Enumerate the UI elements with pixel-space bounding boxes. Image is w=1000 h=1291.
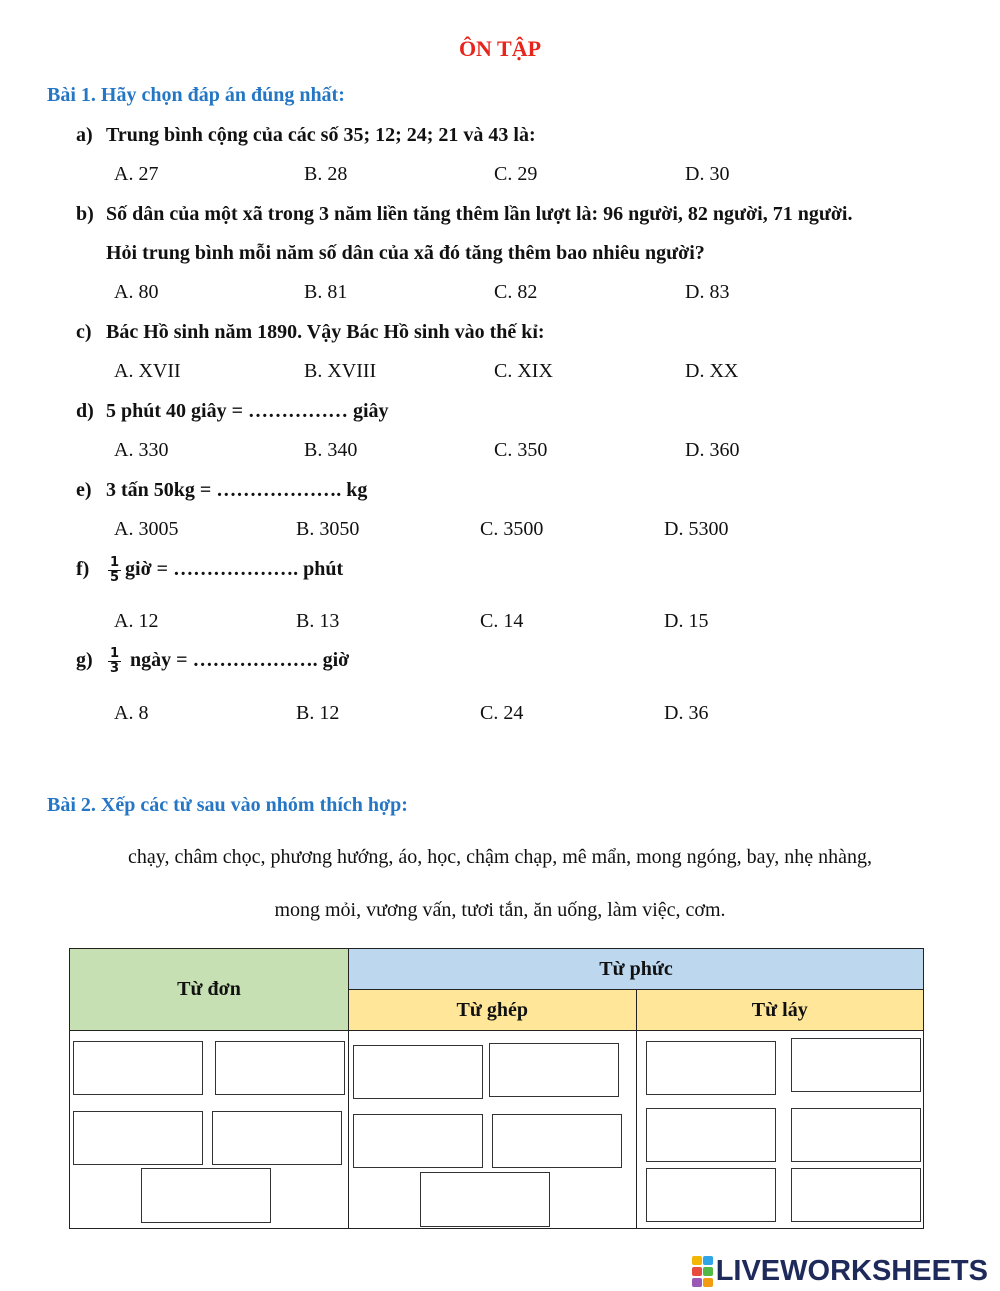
answer-box[interactable]	[646, 1108, 776, 1162]
bai2-heading: Bài 2. Xếp các từ sau vào nhóm thích hợp:	[47, 794, 408, 816]
answer-box[interactable]	[492, 1114, 622, 1168]
fraction	[108, 647, 121, 676]
question-text: Trung bình cộng của các số 35; 12; 24; 21 và 43 là:	[106, 124, 536, 146]
option-d-B[interactable]: B. 340	[304, 439, 358, 461]
answer-box[interactable]	[215, 1041, 345, 1095]
option-a-D[interactable]: D. 30	[685, 163, 730, 185]
bai1-heading: Bài 1. Hãy chọn đáp án đúng nhất:	[47, 84, 345, 106]
header-tu-phuc: Từ phức	[349, 949, 924, 990]
fraction	[108, 556, 121, 585]
option-c-D[interactable]: D. XX	[685, 360, 739, 382]
answer-box[interactable]	[646, 1168, 776, 1222]
question-g	[76, 647, 349, 676]
question-b-line2: Hỏi trung bình mỗi năm số dân của xã đó tăng thêm bao nhiêu người?	[106, 242, 705, 264]
question-text: 5 phút 40 giây = …………… giây	[106, 400, 389, 422]
header-tu-lay: Từ láy	[636, 990, 924, 1031]
header-tu-ghep: Từ ghép	[349, 990, 637, 1031]
option-f-D[interactable]: D. 15	[664, 610, 709, 632]
option-f-A[interactable]: A. 12	[114, 610, 159, 632]
option-d-A[interactable]: A. 330	[114, 439, 169, 461]
question-label: d)	[76, 400, 94, 422]
option-b-D[interactable]: D. 83	[685, 281, 730, 303]
option-b-C[interactable]: C. 82	[494, 281, 538, 303]
fraction-denominator: 5	[110, 570, 120, 585]
answer-box[interactable]	[791, 1038, 921, 1092]
option-a-A[interactable]: A. 27	[114, 163, 159, 185]
question-label: c)	[76, 321, 92, 343]
tu-don-cell	[70, 1031, 349, 1229]
answer-box[interactable]	[791, 1168, 921, 1222]
option-a-B[interactable]: B. 28	[304, 163, 348, 185]
answer-box[interactable]	[73, 1111, 203, 1165]
question-text: Số dân của một xã trong 3 năm liền tăng thêm lần lượt là: 96 người, 82 người, 71 người.	[106, 203, 853, 225]
question-text: 3 tấn 50kg = ………………. kg	[106, 479, 368, 501]
answer-box[interactable]	[420, 1172, 550, 1227]
question-d	[76, 400, 389, 423]
question-label: b)	[76, 203, 94, 225]
liveworksheets-logo-icon	[692, 1256, 713, 1288]
answer-box[interactable]	[353, 1045, 483, 1099]
question-f	[76, 556, 343, 585]
option-b-A[interactable]: A. 80	[114, 281, 159, 303]
answer-box[interactable]	[141, 1168, 271, 1223]
tu-ghep-cell	[349, 1031, 637, 1229]
header-tu-don: Từ đơn	[70, 949, 349, 1031]
word-list-line2: mong mỏi, vương vấn, tươi tắn, ăn uống, làm việc, cơm.	[274, 899, 726, 921]
option-c-C[interactable]: C. XIX	[494, 360, 553, 382]
option-c-A[interactable]: A. XVII	[114, 360, 181, 382]
fraction-numerator: 1	[110, 555, 120, 570]
option-e-D[interactable]: D. 5300	[664, 518, 729, 540]
question-label: e)	[76, 479, 92, 501]
question-text: Bác Hồ sinh năm 1890. Vậy Bác Hồ sinh vào thế kỉ:	[106, 321, 545, 343]
question-label: g)	[76, 649, 93, 672]
question-label: a)	[76, 124, 93, 146]
question-a	[76, 124, 536, 147]
liveworksheets-logo	[692, 1255, 988, 1288]
option-f-B[interactable]: B. 13	[296, 610, 340, 632]
word-group-table	[69, 948, 924, 1229]
option-e-B[interactable]: B. 3050	[296, 518, 360, 540]
option-g-C[interactable]: C. 24	[480, 702, 524, 724]
option-g-D[interactable]: D. 36	[664, 702, 709, 724]
option-f-C[interactable]: C. 14	[480, 610, 524, 632]
fraction-numerator: 1	[110, 646, 120, 661]
tu-lay-cell	[636, 1031, 924, 1229]
answer-box[interactable]	[73, 1041, 203, 1095]
option-g-B[interactable]: B. 12	[296, 702, 340, 724]
answer-box[interactable]	[212, 1111, 342, 1165]
question-b	[76, 203, 852, 226]
answer-box[interactable]	[791, 1108, 921, 1162]
question-text: giờ = ………………. phút	[125, 558, 344, 581]
answer-box[interactable]	[646, 1041, 776, 1095]
option-e-C[interactable]: C. 3500	[480, 518, 544, 540]
option-c-B[interactable]: B. XVIII	[304, 360, 377, 382]
fraction-denominator: 3	[110, 661, 120, 676]
page-title: ÔN TẬP	[458, 36, 542, 61]
option-d-D[interactable]: D. 360	[685, 439, 740, 461]
question-e	[76, 479, 367, 502]
option-a-C[interactable]: C. 29	[494, 163, 538, 185]
option-b-B[interactable]: B. 81	[304, 281, 348, 303]
option-d-C[interactable]: C. 350	[494, 439, 548, 461]
option-g-A[interactable]: A. 8	[114, 702, 149, 724]
word-list-line1: chạy, châm chọc, phương hướng, áo, học, chậm chạp, mê mẩn, mong ngóng, bay, nhẹ nhàng,	[128, 846, 872, 868]
answer-box[interactable]	[489, 1043, 619, 1097]
question-c	[76, 321, 545, 344]
question-text: ngày = ………………. giờ	[130, 649, 350, 672]
question-label: f)	[76, 558, 90, 581]
answer-box[interactable]	[353, 1114, 483, 1168]
option-e-A[interactable]: A. 3005	[114, 518, 179, 540]
liveworksheets-logo-text: LIVEWORKSHEETS	[715, 1255, 988, 1287]
